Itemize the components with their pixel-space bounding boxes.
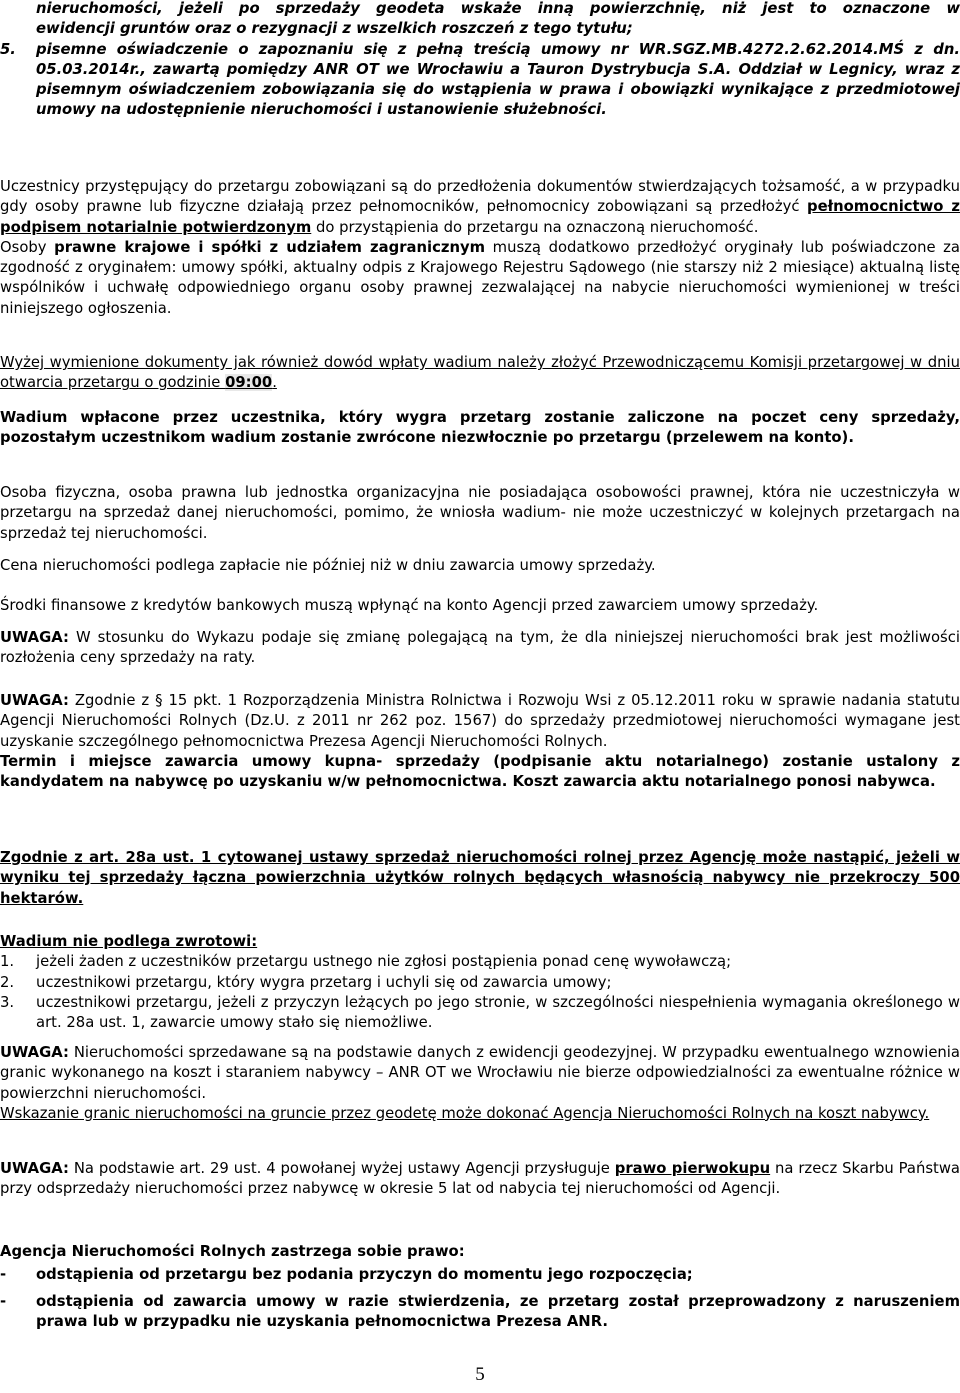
legal-person-paragraph: Osoba fizyczna, osoba prawna lub jednostka organizacyjna nie posiadająca osobowości prawnej, która nie uczestniczyła w przetargu na sprzedaż danej nieruchomości, pomimo, że wniosła wadium- nie może uczestniczyć w kolejnych przetargach na sprzedaż tej nieruchomości. — [0, 484, 960, 542]
list-item-5 — [0, 40, 960, 121]
continuation-block — [0, 0, 960, 121]
nonreturn-item: 1. jeżeli żaden z uczestników przetargu ustnego nie zgłosi postąpienia ponad cenę wywoławczą; — [0, 953, 732, 971]
item5-text: pisemne oświadczenie o zapoznaniu się z pełną treścią umowy nr WR.SGZ.MB.4272.2.62.2014.MŚ z dn. 05.03.2014r., zawartą pomiędzy ANR OT we Wrocławiu a Tauron Dystrybucja S.A. Oddział w Legnicy, wraz z pisemnym oświadczeniem zobowiązania się do wstąpienia w prawa i obowiązki wynikające z przedmiotowej umowy na udostępnienie nieruchomości i ustanowienie służebności. — [36, 40, 960, 119]
continuation-line: nieruchomości, jeżeli po sprzedaży geodeta wskaże inną powierzchnię, niż jest to oznaczone w — [36, 0, 960, 17]
funds-paragraph: Środki finansowe z kredytów bankowych muszą wpłynąć na konto Agencji przed zawarciem umowy sprzedaży. — [0, 597, 819, 614]
uwaga-label: UWAGA: — [0, 1160, 69, 1177]
uwaga-preemption: UWAGA: Na podstawie art. 29 ust. 4 powołanej wyżej ustawy Agencji przysługuje prawo pierwokupu na rzecz Skarbu Państwa przy odsprzedaży nieruchomości przez nabywcę w okresie 5 lat od nabycia tej nieruchomości od Agencji. — [0, 1160, 960, 1198]
wadium-paragraph: Wadium wpłacone przez uczestnika, który wygra przetarg zostanie zaliczone na poczet ceny sprzedaży, pozostałym uczestnikom wadium zostanie zwrócone niezwłocznie po przetargu (przelewem na konto). — [0, 409, 960, 447]
nonreturn-heading: Wadium nie podlega zwrotowi: — [0, 933, 258, 950]
reserve-item: - odstąpienia od przetargu bez podania przyczyn do momentu jego rozpoczęcia; — [0, 1266, 693, 1284]
list-number: 5. — [0, 40, 16, 58]
participants-block — [0, 177, 960, 319]
nonreturn-item: 2. uczestnikowi przetargu, który wygra przetarg i uchyli się od zawarcia umowy; — [0, 973, 612, 991]
reserve-block — [0, 1242, 960, 1332]
art28a-paragraph: Zgodnie z art. 28a ust. 1 cytowanej ustawy sprzedaż nieruchomości rolnej przez Agencję może nastąpić, jeżeli w wyniku tej sprzedaży łączna powierzchnia użytków rolnych będących własnością nabywcy nie przekroczy 500 hektarów. — [0, 849, 960, 907]
uwaga-installments: UWAGA: W stosunku do Wykazu podaje się zmianę polegającą na tym, że dla niniejszej nieruchomości brak jest możliwości rozłożenia ceny sprzedaży na raty. — [0, 629, 960, 667]
notarial-deed-term: Termin i miejsce zawarcia umowy kupna- sprzedaży (podpisanie aktu notarialnego) zostanie ustalony z kandydatem na nabywcę po uzyskaniu w/w pełnomocnictwa. Koszt zawarcia aktu notarialnego ponosi nabywca. — [0, 752, 960, 791]
notarial-power-of-attorney: pełnomocnictwo z podpisem notarialnie potwierdzonym — [0, 198, 960, 236]
uwaga-label: UWAGA: — [0, 1044, 69, 1061]
price-paragraph: Cena nieruchomości podlega zapłacie nie później niż w dniu zawarcia umowy sprzedaży. — [0, 557, 656, 574]
legal-entities-paragraph: Osoby prawne krajowe i spółki z udziałem zagranicznym muszą dodatkowo przedłożyć oryginały lub poświadczone za zgodność z oryginałem: umowy spółki, aktualny odpis z Krajowego Rejestru Sądowego (nie starszy niż 2 miesiące) aktualną listę wspólników i uchwałę odpowiedniego organu osoby prawnej zezwalającej na nabycie nieruchomości wymienionej w treści niniejszego ogłoszenia. — [0, 238, 960, 317]
uwaga-regulation: UWAGA: Zgodnie z § 15 pkt. 1 Rozporządzenia Ministra Rolnictwa i Rozwoju Wsi z 05.12.2011 roku w sprawie nadania statutu Agencji Nieruchomości Rolnych (Dz.U. z 2011 nr 262 poz. 1567) do sprzedaży przedmiotowej nieruchomości wymagane jest uzyskanie szczególnego pełnomocnictwa Prezesa Agencji Nieruchomości Rolnych. Termin i miejsce zawarcia umowy kupna- sprzedaży (podpisanie aktu notarialnego) zostanie ustalony z kandydatem na nabywcę po uzyskaniu w/w pełnomocnictwa. Koszt zawarcia aktu notarialnego ponosi nabywca. — [0, 691, 960, 792]
nonreturn-block — [0, 932, 960, 1033]
documents-paragraph: Wyżej wymienione dokumenty jak również dowód wpłaty wadium należy złożyć Przewodniczącemu Komisji przetargowej w dniu otwarcia przetargu o godzinie 09:00. — [0, 354, 960, 392]
boundary-indication: Wskazanie granic nieruchomości na gruncie przez geodetę może dokonać Agencja Nieruchomości Rolnych na koszt nabywcy. — [0, 1104, 930, 1122]
reserve-heading: Agencja Nieruchomości Rolnych zastrzega sobie prawo: — [0, 1243, 465, 1260]
uwaga-label: UWAGA: — [0, 629, 69, 646]
uwaga-label: UWAGA: — [0, 692, 69, 709]
preemption-right-link: prawo pierwokupu — [614, 1160, 771, 1177]
reserve-item: - odstąpienia od zawarcia umowy w razie stwierdzenia, ze przetarg został przeprowadzony z naruszeniem prawa lub w przypadku nie uzyskania pełnomocnictwa Prezesa ANR. — [0, 1292, 960, 1330]
participants-paragraph: Uczestnicy przystępujący do przetargu zobowiązani są do przedłożenia dokumentów stwierdzających tożsamość, a w przypadku gdy osoby prawne lub fizyczne działają przez pełnomocników, pełnomocnicy zobowiązani są przedłożyć pełnomocnictwo z podpisem notarialnie potwierdzonym do przystąpienia do przetargu na oznaczoną nieruchomość. — [0, 178, 960, 236]
continuation-line: ewidencji gruntów oraz o rezygnacji z wszelkich roszczeń z tego tytułu; — [36, 20, 633, 38]
opening-hour: 09:00 — [225, 374, 273, 392]
uwaga-boundaries: UWAGA: Nieruchomości sprzedawane są na podstawie danych z ewidencji geodezyjnej. W przypadku ewentualnego wznowienia granic wykonanego na koszt i staraniem nabywcy – ANR OT we Wrocławiu nie bierze odpowiedzialności za ewentualne różnice w powierzchni nieruchomości. Wskazanie granic nieruchomości na gruncie przez geodetę może dokonać Agencja Nieruchomości Rolnych na koszt nabywcy. — [0, 1043, 960, 1124]
page-number: 5 — [475, 1364, 485, 1385]
nonreturn-item: 3. uczestnikowi przetargu, jeżeli z przyczyn leżących po jego stronie, w szczególności niespełnienia wymagania określonego w art. 28a ust. 1, zawarcie umowy stało się niemożliwe. — [0, 993, 960, 1032]
